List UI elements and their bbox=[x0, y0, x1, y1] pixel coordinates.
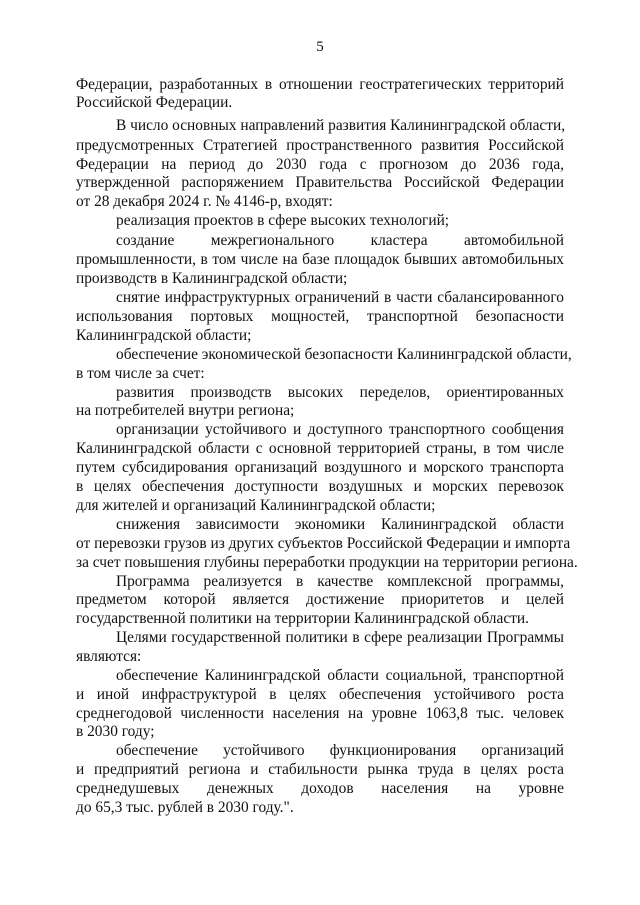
text-line: промышленности, в том числе на базе площадок бывших автомобильных bbox=[76, 251, 564, 268]
text-line: среднедушевых денежных доходов населения на уровне bbox=[76, 780, 564, 797]
text-line: Российской Федерации. bbox=[76, 94, 233, 111]
text-line: до 65,3 тыс. рублей в 2030 году.". bbox=[76, 799, 294, 816]
text-line: создание межрегионального кластера автомобильной bbox=[116, 232, 564, 249]
text-line: и предприятий региона и стабильности рынка труда в целях роста bbox=[76, 761, 564, 778]
text-line: обеспечение экономической безопасности Калининградской области, bbox=[116, 346, 572, 363]
text-line: в том числе за счет: bbox=[76, 365, 205, 382]
text-line: от перевозки грузов из других субъектов Российской Федерации и импорта bbox=[76, 535, 571, 552]
text-line: Программа реализуется в качестве комплексной программы, bbox=[116, 573, 564, 590]
text-line: в 2030 году; bbox=[76, 723, 155, 740]
text-line: государственной политики на территории Калининградской области. bbox=[76, 610, 529, 627]
text-line: и иной инфраструктурой в целях обеспечения устойчивого роста bbox=[76, 686, 564, 703]
text-line: являются: bbox=[76, 648, 142, 665]
text-line: Калининградской области с основной территорией страны, в том числе bbox=[76, 440, 564, 457]
text-line: снижения зависимости экономики Калининградской области bbox=[116, 516, 564, 533]
text-line: Целями государственной политики в сфере реализации Программы bbox=[116, 629, 564, 646]
text-line: обеспечение Калининградской области социальной, транспортной bbox=[116, 667, 564, 684]
text-line: предметом которой является достижение приоритетов и целей bbox=[76, 591, 564, 608]
text-line: Калининградской области; bbox=[76, 327, 252, 344]
text-line: среднегодовой численности населения на уровне 1063,8 тыс. человек bbox=[76, 705, 564, 722]
page-number: 5 bbox=[316, 39, 324, 55]
text-line: обеспечение устойчивого функционирования организаций bbox=[116, 742, 564, 759]
text-line: предусмотренных Стратегией пространственного развития Российской bbox=[76, 137, 564, 154]
text-line: В число основных направлений развития Калининградской области, bbox=[116, 117, 566, 134]
text-line: развития производств высоких переделов, ориентированных bbox=[116, 384, 564, 401]
text-line: производств в Калининградской области; bbox=[76, 270, 348, 287]
text-line: Федерации, разработанных в отношении геостратегических территорий bbox=[76, 76, 564, 93]
text-line: от 28 декабря 2024 г. № 4146-р, входят: bbox=[76, 193, 333, 210]
text-line: за счет повышения глубины переработки продукции на территории региона. bbox=[76, 554, 578, 571]
text-line: для жителей и организаций Калининградской области; bbox=[76, 497, 436, 514]
text-line: снятие инфраструктурных ограничений в части сбалансированного bbox=[116, 289, 564, 306]
text-line: Федерации на период до 2030 года с прогнозом до 2036 года, bbox=[76, 156, 564, 173]
text-line: на потребителей внутри региона; bbox=[76, 402, 295, 419]
text-line: путем субсидирования организаций воздушного и морского транспорта bbox=[76, 459, 564, 476]
text-line: в целях обеспечения доступности воздушных и морских перевозок bbox=[76, 478, 564, 495]
text-line: использования портовых мощностей, транспортной безопасности bbox=[76, 308, 564, 325]
text-line: утвержденной распоряжением Правительства Российской Федерации bbox=[76, 174, 564, 191]
text-line: организации устойчивого и доступного транспортного сообщения bbox=[116, 421, 564, 438]
text-line: реализация проектов в сфере высоких технологий; bbox=[116, 212, 450, 229]
